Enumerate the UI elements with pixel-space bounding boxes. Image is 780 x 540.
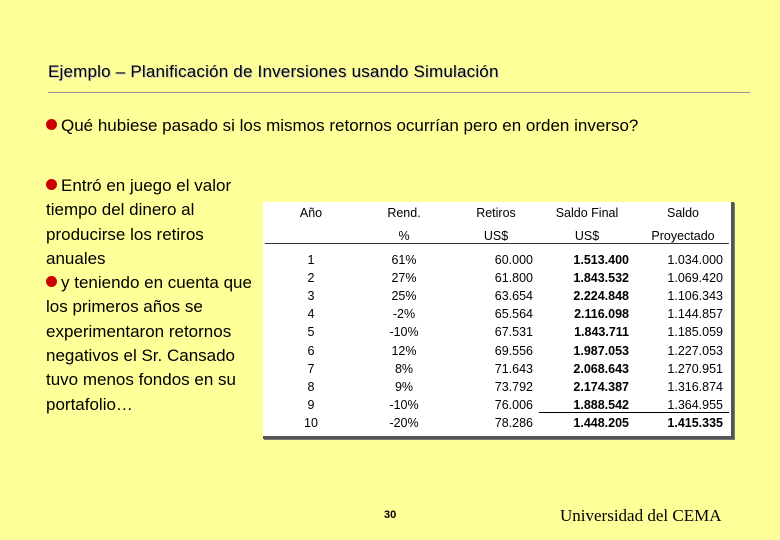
table-cell: 63.654: [494, 289, 533, 304]
table-cell: -20%: [389, 415, 419, 430]
table-cell: 1.316.874: [667, 379, 723, 394]
table-cell: 12%: [391, 343, 417, 358]
table-cell: 78.286: [494, 415, 533, 430]
table-cell: 73.792: [494, 379, 533, 394]
table-cell: 1.270.951: [667, 361, 723, 376]
table-cell: -10%: [389, 397, 419, 412]
bullet-dot-icon: [46, 179, 57, 190]
bullet-1: [46, 114, 736, 138]
table-cell: 1.144.857: [667, 307, 723, 322]
bullet-dot-icon: [46, 119, 57, 130]
table-cell: 3: [307, 289, 315, 304]
table-cell: 1.185.059: [667, 325, 723, 340]
table-header: Retiros: [476, 206, 516, 220]
table-cell: 1.843.532: [573, 271, 629, 286]
table-cell: 9: [307, 397, 315, 412]
bullet-dot-icon: [46, 276, 57, 287]
table-cell: 65.564: [494, 307, 533, 322]
table-header: Año: [299, 206, 323, 220]
table-cell: 2: [307, 271, 315, 286]
bullet-2: [46, 174, 256, 417]
table-cell: 27%: [391, 271, 417, 286]
table-cell: 2.224.848: [573, 289, 629, 304]
table-cell: 1.034.000: [667, 253, 723, 267]
simulation-table: [263, 202, 734, 439]
bullet-1-text: Qué hubiese pasado si los mismos retornos ocurrían pero en orden inverso?: [61, 116, 639, 135]
table-cell: 67.531: [494, 325, 533, 340]
table-cell: 1.364.955: [667, 397, 723, 412]
page-number: 30: [384, 509, 397, 521]
table-cell: 10: [304, 415, 318, 430]
table-subheader: Proyectado: [651, 229, 715, 243]
table-cell: 1.106.343: [667, 289, 723, 304]
table-header: Saldo Final: [555, 206, 619, 220]
bullet-2-text: Entró en juego el valor tiempo del dinero al producirse los retiros anuales: [46, 176, 232, 268]
table-cell: 60.000: [494, 253, 533, 267]
table-cell: 1: [307, 253, 315, 267]
total-underline: [539, 412, 729, 413]
table-cell: 1.069.420: [667, 271, 723, 286]
table-cell: 7: [307, 361, 315, 376]
table-cell: 2.068.643: [573, 361, 629, 376]
table-cell: 4: [307, 307, 315, 322]
table-cell: 1.888.542: [573, 397, 629, 412]
table-cell: 2.174.387: [573, 379, 629, 394]
table-subheader: US$: [574, 229, 600, 243]
title-divider: [48, 92, 750, 93]
table-cell: 5: [307, 325, 315, 340]
table-cell: 2.116.098: [574, 307, 629, 322]
table-cell: 9%: [394, 379, 414, 394]
table-cell: -10%: [389, 325, 419, 340]
table-cell: 8: [307, 379, 315, 394]
table-cell: 76.006: [494, 397, 533, 412]
table-cell: 1.448.205: [573, 415, 629, 430]
table-cell: 61.800: [494, 271, 533, 286]
table-cell: 8%: [394, 361, 414, 376]
table-cell: 1.513.400: [573, 253, 629, 267]
table-subheader: %: [398, 229, 410, 243]
table-cell: 6: [307, 343, 315, 358]
table-cell: -2%: [392, 307, 416, 322]
slide-title: Ejemplo – Planificación de Inversiones usando Simulación: [48, 62, 499, 81]
table-cell: 1.227.053: [667, 343, 723, 358]
table-cell: 1.415.335: [667, 415, 723, 430]
table-cell: 25%: [391, 289, 417, 304]
header-divider: [265, 243, 729, 244]
table-cell: 1.987.053: [573, 343, 629, 358]
table-cell: 69.556: [494, 343, 533, 358]
table-cell: 61%: [391, 253, 417, 267]
bullet-3-text: y teniendo en cuenta que los primeros años se experimentaron retornos negativos el Sr. Cansado tuvo menos fondos en su portafolio…: [46, 273, 252, 414]
footer-institution: Universidad del CEMA: [560, 506, 722, 525]
table-header: Rend.: [387, 206, 421, 220]
table-cell: 1.843.711: [574, 325, 629, 340]
table-subheader: US$: [483, 229, 509, 243]
table-cell: 71.643: [494, 361, 533, 376]
table-header: Saldo: [667, 206, 699, 220]
